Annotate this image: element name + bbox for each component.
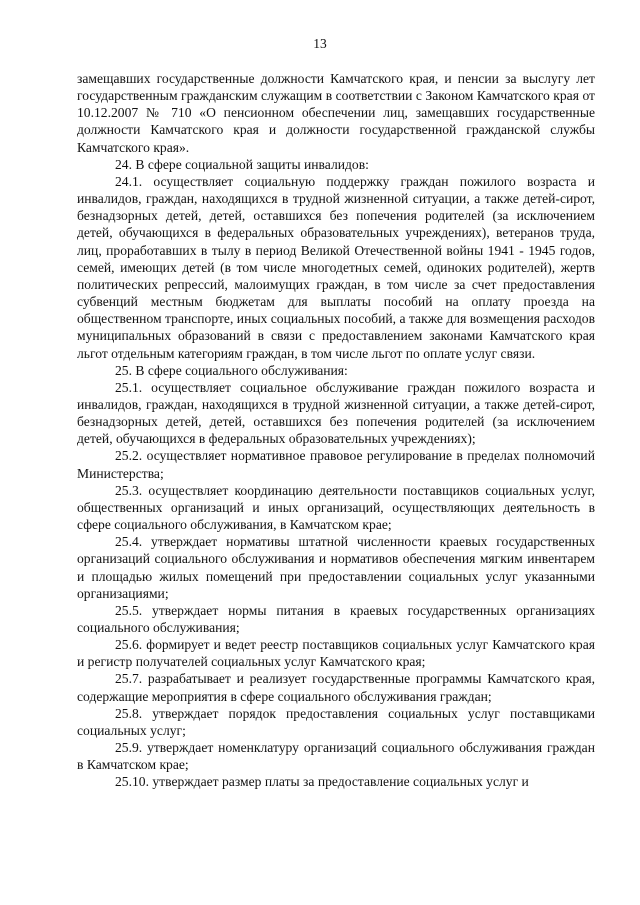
paragraph-25-2: 25.2. осуществляет нормативное правовое регулирование в пределах полномочий Министерства; [77,448,595,481]
paragraph-25-1: 25.1. осуществляет социальное обслуживание граждан пожилого возраста и инвалидов, граждан, находящихся в трудной жизненной ситуации, а также детей-сирот, безнадзорных детей, детей, оставшихся без попечения родителей (за исключением детей, обучающихся в федеральных образовательных учреждениях); [77,379,595,447]
paragraph-25-9: 25.9. утверждает номенклатуру организаций социального обслуживания граждан в Камчатском крае; [77,740,595,773]
paragraph-section-25-heading: 25. В сфере социального обслуживания: [115,362,348,378]
paragraph-25-3: 25.3. осуществляет координацию деятельности поставщиков социальных услуг, общественных организаций и иных организаций, осуществляющих деятельность в сфере социального обслуживания, в Камчатском крае; [77,482,595,533]
paragraph-24-1: 24.1. осуществляет социальную поддержку граждан пожилого возраста и инвалидов, граждан, находящихся в трудной жизненной ситуации, а также детей-сирот, безнадзорных детей, детей, оставшихся без попечения родителей (за исключением детей, обучающихся в федеральных образовательных учреждениях), ветеранов труда, лиц, проработавших в тылу в период Великой Отечественной войны 1941 - 1945 годов, семей, имеющих детей (в том числе многодетных семей, одиноких родителей), жертв политических репрессий, малоимущих граждан, в том числе за счет предоставления субвенций местным бюджетам для выплаты пособий на оплату проезда на общественном транспорте, иных социальных пособий, а также для возмещения расходов муниципальных образований в связи с предоставлением законами Камчатского края льгот отдельным категориям граждан, в том числе льгот по оплате услуг связи. [77,173,595,361]
paragraph-pension-continuation: замещавших государственные должности Камчатского края, и пенсии за выслугу лет государственным гражданским служащим в соответствии с Законом Камчатского края от 10.12.2007 № 710 «О пенсионном обеспечении лиц, замещавших государственные должности Камчатского края и должности государственной гражданской службы Камчатского края». [77,71,595,155]
paragraph-25-5: 25.5. утверждает нормы питания в краевых государственных организациях социального обслуживания; [77,602,595,635]
page-number: 13 [313,36,327,51]
paragraph-25-7: 25.7. разрабатывает и реализует государственные программы Камчатского края, содержащие мероприятия в сфере социального обслуживания граждан; [77,671,595,704]
paragraph-25-8: 25.8. утверждает порядок предоставления социальных услуг поставщиками социальных услуг; [77,705,595,738]
paragraph-25-10: 25.10. утверждает размер платы за предоставление социальных услуг и [115,774,529,790]
document-body [77,70,595,791]
paragraph-25-4: 25.4. утверждает нормативы штатной численности краевых государственных организаций социального обслуживания и нормативов обеспечения мягким инвентарем и площадью жилых помещений при предоставлении социальных услуг указанными организациями; [77,534,595,601]
paragraph-25-6: 25.6. формирует и ведет реестр поставщиков социальных услуг Камчатского края и регистр получателей социальных услуг Камчатского края; [77,637,595,670]
paragraph-section-24-heading: 24. В сфере социальной защиты инвалидов: [115,156,369,172]
